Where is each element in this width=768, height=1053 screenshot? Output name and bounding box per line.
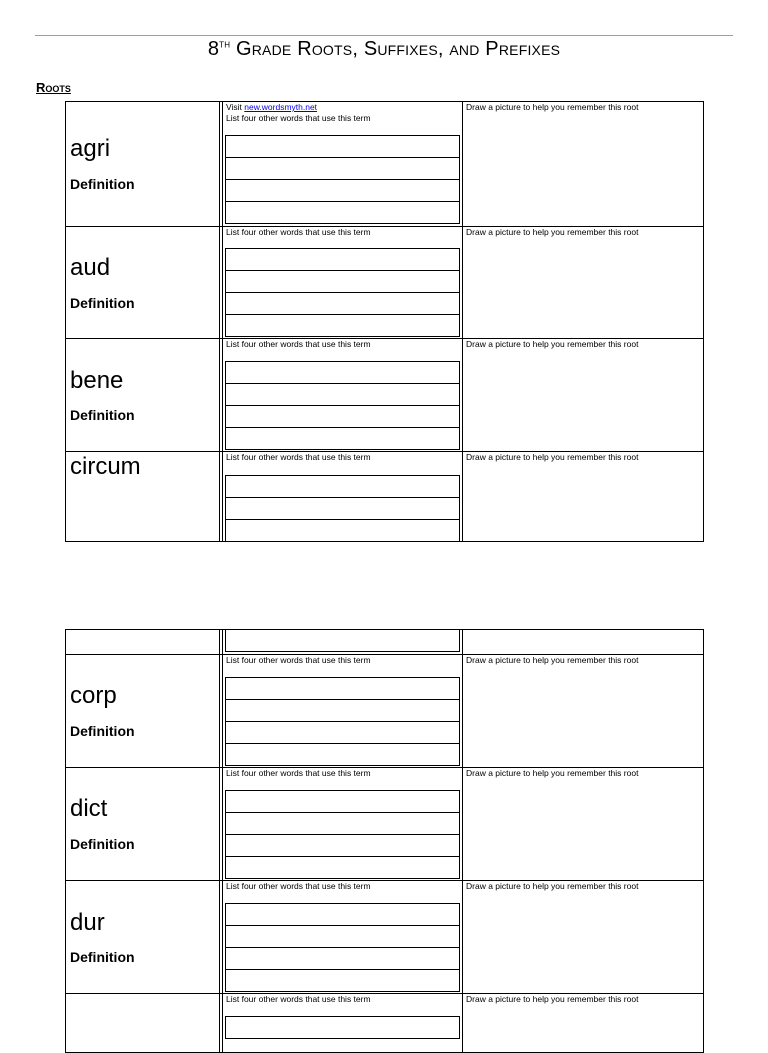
draw-column[interactable]	[462, 630, 703, 654]
word-boxes	[225, 677, 460, 766]
word-box[interactable]	[225, 835, 460, 857]
word-boxes	[225, 1016, 460, 1039]
root-card-partial	[65, 993, 704, 1053]
list-prompt: List four other words that use this term	[226, 655, 371, 665]
word-box[interactable]	[225, 857, 460, 879]
root-card	[65, 654, 704, 768]
definition-label: Definition	[70, 176, 135, 192]
root-column	[66, 655, 220, 767]
draw-prompt: Draw a picture to help you remember this root	[466, 655, 639, 665]
list-prompt: List four other words that use this term	[226, 994, 371, 1004]
root-term: circum	[70, 453, 141, 480]
root-term: agri	[70, 135, 111, 162]
word-box[interactable]	[225, 630, 460, 652]
words-column	[222, 655, 463, 767]
draw-column[interactable]	[462, 768, 703, 880]
draw-column[interactable]	[462, 655, 703, 767]
root-column	[66, 339, 220, 451]
draw-column[interactable]	[462, 994, 703, 1052]
word-boxes	[225, 903, 460, 992]
word-box[interactable]	[225, 520, 460, 542]
word-box[interactable]	[225, 293, 460, 315]
word-boxes	[225, 790, 460, 879]
word-box[interactable]	[225, 406, 460, 428]
root-card	[65, 101, 704, 227]
word-box[interactable]	[225, 249, 460, 271]
root-term: dur	[70, 909, 105, 936]
draw-prompt: Draw a picture to help you remember this root	[466, 452, 639, 462]
root-term: bene	[70, 367, 124, 394]
list-prompt: List four other words that use this term	[226, 881, 371, 891]
visit-text: Visit new.wordsmyth.net	[226, 102, 318, 112]
word-box[interactable]	[225, 744, 460, 766]
word-box[interactable]	[225, 158, 460, 180]
list-prompt: List four other words that use this term	[226, 452, 371, 462]
root-column	[66, 881, 220, 993]
word-box[interactable]	[225, 498, 460, 520]
root-card	[65, 451, 704, 542]
word-boxes	[225, 135, 460, 224]
header-rule	[35, 35, 733, 36]
root-card	[65, 226, 704, 339]
draw-prompt: Draw a picture to help you remember this root	[466, 768, 639, 778]
words-column	[222, 630, 463, 654]
list-prompt: List four other words that use this term	[226, 339, 371, 349]
word-box[interactable]	[225, 926, 460, 948]
draw-prompt: Draw a picture to help you remember this root	[466, 102, 639, 112]
root-term: aud	[70, 254, 111, 281]
wordsmyth-link[interactable]: new.wordsmyth.net	[244, 102, 318, 112]
words-column	[222, 102, 463, 226]
word-boxes	[225, 248, 460, 337]
word-box[interactable]	[225, 384, 460, 406]
word-box[interactable]	[225, 1017, 460, 1039]
list-prompt: List four other words that use this term	[226, 113, 371, 123]
root-term: dict	[70, 795, 108, 822]
root-card	[65, 338, 704, 452]
definition-label: Definition	[70, 407, 135, 423]
words-column	[222, 881, 463, 993]
root-term: corp	[70, 682, 117, 709]
draw-column[interactable]	[462, 452, 703, 541]
word-boxes	[225, 361, 460, 450]
words-column	[222, 339, 463, 451]
word-box[interactable]	[225, 904, 460, 926]
word-box[interactable]	[225, 678, 460, 700]
root-card	[65, 880, 704, 994]
root-column	[66, 227, 220, 338]
draw-column[interactable]	[462, 339, 703, 451]
draw-prompt: Draw a picture to help you remember this root	[466, 227, 639, 237]
draw-prompt: Draw a picture to help you remember this root	[466, 994, 639, 1004]
draw-prompt: Draw a picture to help you remember this root	[466, 339, 639, 349]
definition-label: Definition	[70, 949, 135, 965]
word-box[interactable]	[225, 428, 460, 450]
word-box[interactable]	[225, 202, 460, 224]
word-box[interactable]	[225, 700, 460, 722]
draw-column[interactable]	[462, 227, 703, 338]
word-box[interactable]	[225, 791, 460, 813]
word-box[interactable]	[225, 722, 460, 744]
word-box[interactable]	[225, 948, 460, 970]
word-boxes	[225, 475, 460, 542]
draw-column[interactable]	[462, 881, 703, 993]
definition-label: Definition	[70, 723, 135, 739]
root-card	[65, 767, 704, 881]
word-box[interactable]	[225, 136, 460, 158]
word-box[interactable]	[225, 180, 460, 202]
word-box[interactable]	[225, 271, 460, 293]
root-column	[66, 994, 220, 1052]
word-box[interactable]	[225, 362, 460, 384]
word-box[interactable]	[225, 476, 460, 498]
root-column	[66, 452, 220, 541]
root-column	[66, 102, 220, 226]
list-prompt: List four other words that use this term	[226, 227, 371, 237]
words-column	[222, 994, 463, 1052]
definition-label: Definition	[70, 295, 135, 311]
draw-column[interactable]	[462, 102, 703, 226]
root-column	[66, 630, 220, 654]
root-column	[66, 768, 220, 880]
words-column	[222, 768, 463, 880]
page-title: 8th Grade Roots, Suffixes, and Prefixes	[207, 38, 561, 60]
continuation-row	[65, 629, 704, 655]
word-box[interactable]	[225, 970, 460, 992]
list-prompt: List four other words that use this term	[226, 768, 371, 778]
words-column	[222, 452, 463, 541]
word-boxes	[225, 630, 460, 652]
section-heading: Roots	[36, 80, 71, 95]
words-column	[222, 227, 463, 338]
draw-prompt: Draw a picture to help you remember this root	[466, 881, 639, 891]
word-box[interactable]	[225, 813, 460, 835]
word-box[interactable]	[225, 315, 460, 337]
definition-label: Definition	[70, 836, 135, 852]
